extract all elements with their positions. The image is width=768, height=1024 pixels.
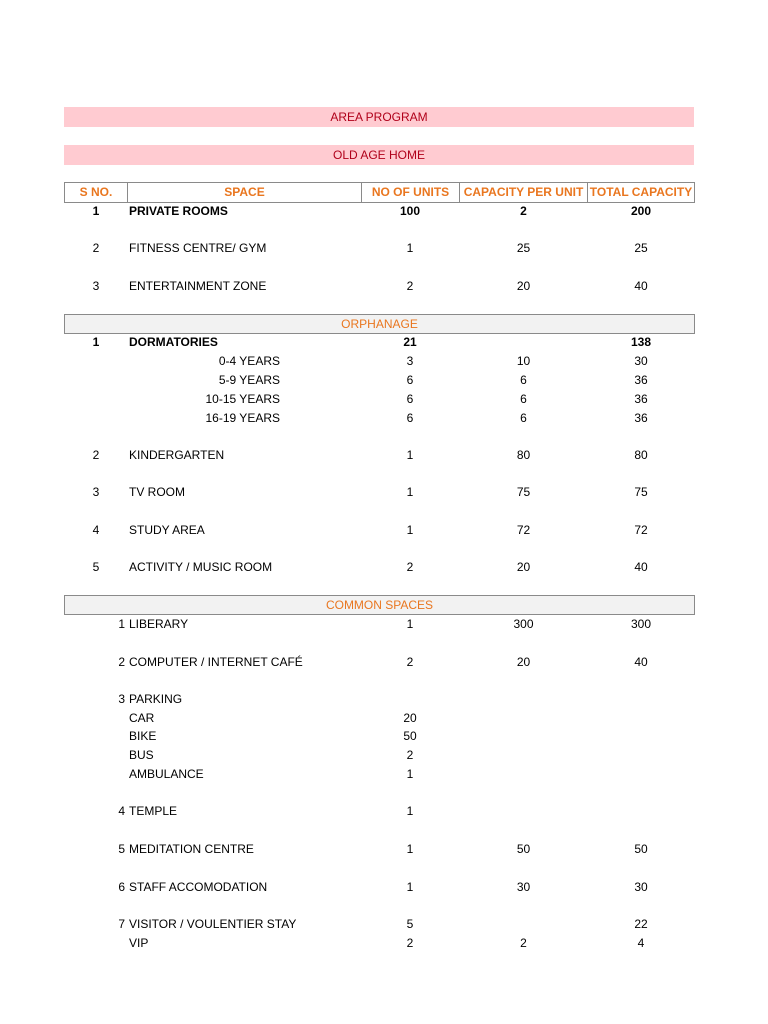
row-sno: 2 bbox=[118, 655, 125, 669]
table-header bbox=[64, 182, 695, 203]
row-total: 36 bbox=[634, 392, 648, 406]
table-row bbox=[0, 353, 768, 369]
row-units: 1 bbox=[406, 767, 414, 781]
row-space: LIBERARY bbox=[129, 617, 189, 631]
row-sno: 5 bbox=[92, 560, 100, 574]
row-capacity: 2 bbox=[520, 936, 527, 950]
row-total: 30 bbox=[634, 354, 648, 368]
table-row bbox=[0, 391, 768, 407]
table-row bbox=[0, 803, 768, 819]
row-sno: 1 bbox=[92, 335, 100, 349]
row-space: KINDERGARTEN bbox=[129, 448, 225, 462]
row-units: 1 bbox=[406, 523, 414, 537]
row-units: 1 bbox=[406, 880, 414, 894]
row-sno: 1 bbox=[92, 204, 100, 218]
row-capacity: 25 bbox=[516, 241, 531, 255]
row-space: VISITOR / VOULENTIER STAY bbox=[129, 917, 297, 931]
old-age-home-title: OLD AGE HOME bbox=[64, 145, 694, 165]
row-total: 22 bbox=[634, 917, 648, 931]
row-units: 100 bbox=[399, 204, 421, 218]
row-units: 1 bbox=[406, 485, 414, 499]
header-capacity: CAPACITY PER UNIT bbox=[460, 183, 588, 202]
row-capacity: 20 bbox=[516, 279, 531, 293]
table-row bbox=[0, 841, 768, 857]
row-space: AMBULANCE bbox=[129, 767, 204, 781]
section-orphanage: ORPHANAGE bbox=[64, 314, 695, 334]
row-units: 1 bbox=[406, 241, 414, 255]
row-space: PARKING bbox=[129, 692, 183, 706]
row-units: 20 bbox=[403, 711, 417, 725]
table-row bbox=[0, 654, 768, 670]
row-space: ENTERTAINMENT ZONE bbox=[129, 279, 267, 293]
table-row bbox=[0, 879, 768, 895]
row-total: 36 bbox=[634, 411, 648, 425]
row-sno: 3 bbox=[92, 485, 100, 499]
row-units: 5 bbox=[406, 917, 414, 931]
row-total: 72 bbox=[634, 523, 648, 537]
row-capacity: 20 bbox=[516, 655, 531, 669]
row-capacity: 30 bbox=[516, 880, 531, 894]
row-space: MEDITATION CENTRE bbox=[129, 842, 254, 856]
row-space: VIP bbox=[129, 936, 149, 950]
table-row bbox=[0, 522, 768, 538]
row-capacity: 2 bbox=[520, 204, 527, 218]
row-capacity: 80 bbox=[516, 448, 531, 462]
row-space: STAFF ACCOMODATION bbox=[129, 880, 268, 894]
row-sno: 7 bbox=[118, 917, 125, 931]
row-total: 25 bbox=[634, 241, 648, 255]
table-row bbox=[0, 447, 768, 463]
row-space: STUDY AREA bbox=[129, 523, 205, 537]
row-sno: 2 bbox=[92, 241, 100, 255]
row-total: 300 bbox=[630, 617, 652, 631]
row-units: 1 bbox=[406, 617, 414, 631]
table-row bbox=[0, 559, 768, 575]
row-space: BIKE bbox=[129, 729, 157, 743]
header-space: SPACE bbox=[128, 183, 362, 202]
table-row bbox=[0, 203, 768, 219]
row-sno: 4 bbox=[92, 523, 100, 537]
row-sno: 3 bbox=[92, 279, 100, 293]
row-sno: 1 bbox=[118, 617, 125, 631]
row-space: 16-19 YEARS bbox=[205, 411, 280, 425]
row-space: 10-15 YEARS bbox=[205, 392, 280, 406]
table-row bbox=[0, 484, 768, 500]
row-space: COMPUTER / INTERNET CAFÉ bbox=[129, 655, 303, 669]
table-row bbox=[0, 728, 768, 744]
row-capacity: 50 bbox=[516, 842, 531, 856]
table-row bbox=[0, 278, 768, 294]
table-row bbox=[0, 372, 768, 388]
row-total: 200 bbox=[630, 204, 652, 218]
section-common-spaces: COMMON SPACES bbox=[64, 595, 695, 615]
row-units: 1 bbox=[406, 804, 414, 818]
row-total: 75 bbox=[634, 485, 648, 499]
table-row bbox=[0, 766, 768, 782]
table-row bbox=[0, 334, 768, 350]
row-units: 2 bbox=[406, 936, 414, 950]
row-total: 40 bbox=[634, 655, 648, 669]
row-capacity: 75 bbox=[516, 485, 531, 499]
row-capacity: 6 bbox=[520, 411, 527, 425]
row-units: 6 bbox=[406, 392, 414, 406]
row-units: 2 bbox=[406, 748, 414, 762]
row-space: TV ROOM bbox=[129, 485, 185, 499]
header-sno: S NO. bbox=[65, 183, 128, 202]
row-space: 5-9 YEARS bbox=[218, 373, 280, 387]
row-total: 80 bbox=[634, 448, 648, 462]
table-row bbox=[0, 710, 768, 726]
table-row bbox=[0, 616, 768, 632]
row-capacity: 300 bbox=[513, 617, 534, 631]
table-row bbox=[0, 410, 768, 426]
row-space: 0-4 YEARS bbox=[218, 354, 280, 368]
row-sno: 2 bbox=[92, 448, 100, 462]
row-capacity: 20 bbox=[516, 560, 531, 574]
row-units: 50 bbox=[403, 729, 417, 743]
row-units: 3 bbox=[406, 354, 414, 368]
row-space: DORMATORIES bbox=[129, 335, 218, 349]
row-total: 36 bbox=[634, 373, 648, 387]
header-total: TOTAL CAPACITY bbox=[589, 185, 693, 199]
row-sno: 3 bbox=[118, 692, 125, 706]
table-row bbox=[0, 691, 768, 707]
row-units: 21 bbox=[403, 335, 417, 349]
row-sno: 6 bbox=[118, 880, 125, 894]
row-total: 4 bbox=[637, 936, 645, 950]
row-units: 2 bbox=[406, 279, 414, 293]
row-sno: 5 bbox=[118, 842, 125, 856]
row-space: PRIVATE ROOMS bbox=[129, 204, 228, 218]
row-capacity: 10 bbox=[516, 354, 531, 368]
row-units: 6 bbox=[406, 411, 414, 425]
row-space: BUS bbox=[129, 748, 154, 762]
table-row bbox=[0, 747, 768, 763]
row-space: CAR bbox=[129, 711, 155, 725]
row-units: 6 bbox=[406, 373, 414, 387]
row-total: 50 bbox=[634, 842, 648, 856]
row-total: 30 bbox=[634, 880, 648, 894]
row-units: 2 bbox=[406, 655, 414, 669]
row-units: 2 bbox=[406, 560, 414, 574]
row-sno: 4 bbox=[118, 804, 125, 818]
header-units: NO OF UNITS bbox=[362, 183, 460, 202]
row-total: 138 bbox=[630, 335, 652, 349]
table-row bbox=[0, 916, 768, 932]
area-program-title: AREA PROGRAM bbox=[64, 107, 694, 127]
row-units: 1 bbox=[406, 842, 414, 856]
row-capacity: 72 bbox=[516, 523, 531, 537]
table-row bbox=[0, 935, 768, 951]
row-capacity: 6 bbox=[520, 373, 527, 387]
row-space: FITNESS CENTRE/ GYM bbox=[129, 241, 267, 255]
row-capacity: 6 bbox=[520, 392, 527, 406]
row-space: ACTIVITY / MUSIC ROOM bbox=[129, 560, 273, 574]
row-total: 40 bbox=[634, 279, 648, 293]
row-units: 1 bbox=[406, 448, 414, 462]
row-total: 40 bbox=[634, 560, 648, 574]
table-row bbox=[0, 240, 768, 256]
row-space: TEMPLE bbox=[129, 804, 178, 818]
